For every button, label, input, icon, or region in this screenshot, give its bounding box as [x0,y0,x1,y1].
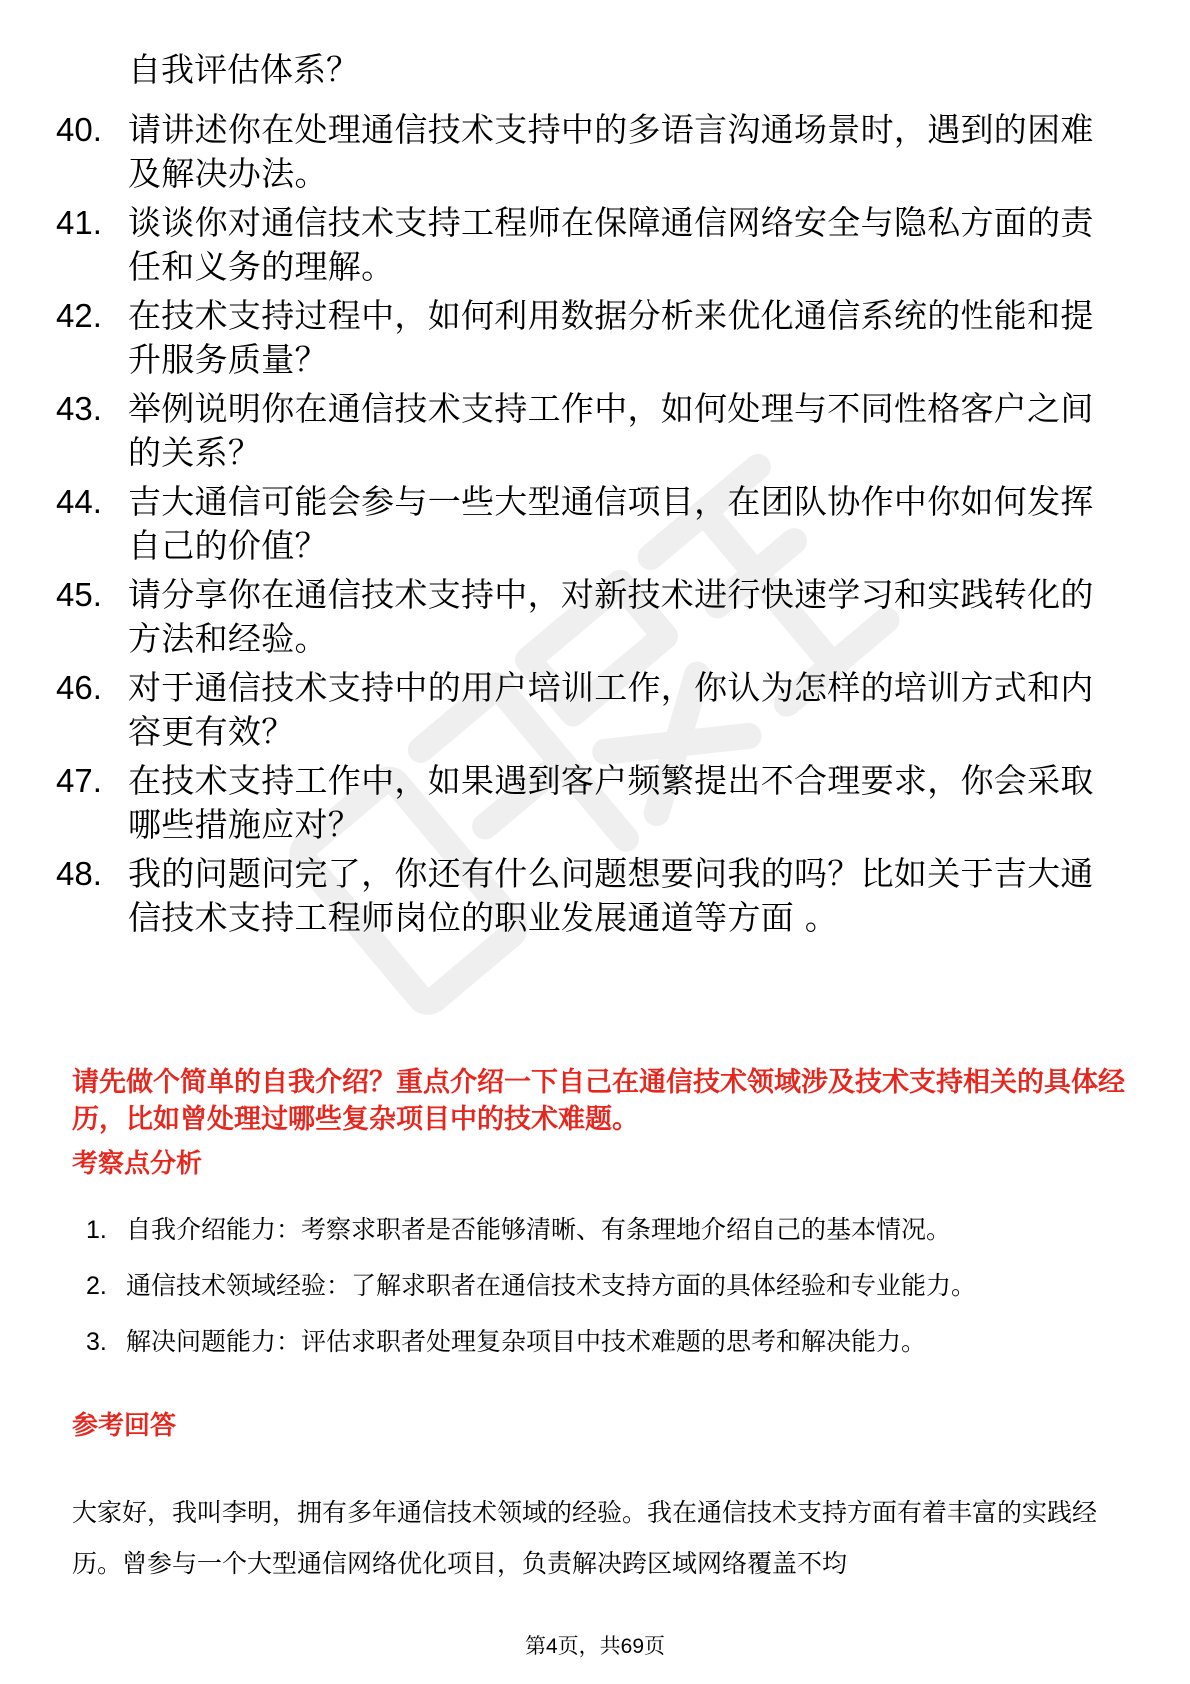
question-text: 举例说明你在通信技术支持工作中，如何处理与不同性格客户之间的关系？ [128,389,1094,472]
point-number: 1. [86,1216,107,1244]
question-number: 44. [56,483,102,520]
reference-answer: 大家好，我叫李明，拥有多年通信技术领域的经验。我在通信技术支持方面有着丰富的实践经历。曾参与一个大型通信网络优化项目，负责解决跨区域网络覆盖不均 [72,1498,1098,1578]
featured-question: 请先做个简单的自我介绍？重点介绍一下自己在通信技术领域涉及技术支持相关的具体经历，比如曾处理过哪些复杂项目中的技术难题。 [72,1067,1125,1135]
question-number: 41. [56,204,102,241]
point-number: 2. [86,1272,107,1300]
question-text: 谈谈你对通信技术支持工程师在保障通信网络安全与隐私方面的责任和义务的理解。 [128,203,1094,286]
question-text: 在技术支持过程中，如何利用数据分析来优化通信系统的性能和提升服务质量？ [128,296,1094,379]
question-number: 46. [56,669,102,706]
analysis-heading: 考察点分析 [72,1149,203,1179]
question-text: 对于通信技术支持中的用户培训工作，你认为怎样的培训方式和内容更有效？ [128,668,1094,751]
question-number: 42. [56,297,102,334]
point-number: 3. [86,1328,107,1356]
question-number: 48. [56,855,102,892]
question-number: 40. [56,111,102,148]
question-number: 47. [56,762,102,799]
point-text: 自我介绍能力：考察求职者是否能够清晰、有条理地介绍自己的基本情况。 [126,1215,952,1244]
question-text: 我的问题问完了，你还有什么问题想要问我的吗？比如关于吉大通信技术支持工程师岗位的职业发展通道等方面 。 [128,854,1094,937]
question-number: 45. [56,576,102,613]
question-text: 请讲述你在处理通信技术支持中的多语言沟通场景时，遇到的困难及解决办法。 [128,110,1094,193]
question-text: 吉大通信可能会参与一些大型通信项目，在团队协作中你如何发挥自己的价值？ [128,482,1094,565]
point-text: 通信技术领域经验：了解求职者在通信技术支持方面的具体经验和专业能力。 [126,1271,977,1300]
page-footer: 第4页，共69页 [524,1635,666,1658]
question-continuation: 自我评估体系？ [128,50,359,89]
reference-heading: 参考回答 [72,1411,177,1441]
question-text: 请分享你在通信技术支持中，对新技术进行快速学习和实践转化的方法和经验。 [128,575,1094,658]
point-text: 解决问题能力：评估求职者处理复杂项目中技术难题的思考和解决能力。 [126,1327,927,1356]
question-number: 43. [56,390,102,427]
question-text: 在技术支持工作中，如果遇到客户频繁提出不合理要求，你会采取哪些措施应对？ [128,761,1094,844]
